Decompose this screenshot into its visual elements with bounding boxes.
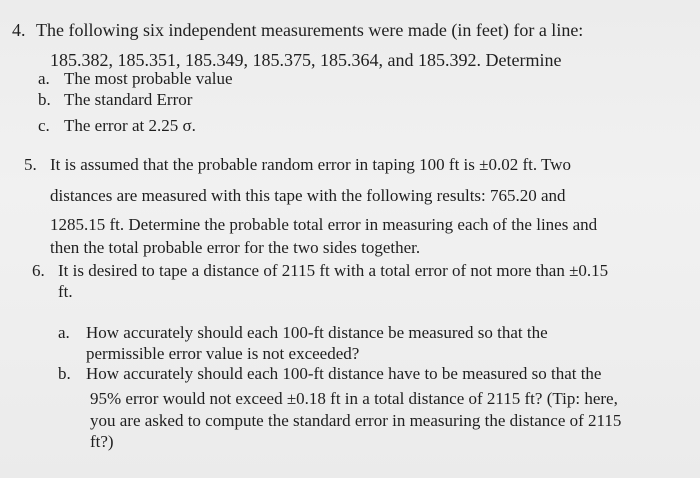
q6-line-1: It is desired to tape a distance of 2115 ft with a total error of not more than ±0.15 (58, 261, 609, 280)
q6-line-2: ft. (58, 282, 73, 301)
q6-item-a-line-1: How accurately should each 100-ft distance be measured so that the (86, 323, 548, 342)
q6-number: 6. (32, 261, 45, 280)
q6-item-b-line-4: ft?) (90, 432, 114, 451)
q6-item-b-line-2: 95% error would not exceed ±0.18 ft in a total distance of 2115 ft? (Tip: here, (90, 389, 618, 408)
q5-number: 5. (24, 155, 37, 174)
q5-line-2: distances are measured with this tape with the following results: 765.20 and (50, 186, 566, 205)
q4-measurements: 185.382, 185.351, 185.349, 185.375, 185.364, and 185.392. Determine (50, 50, 562, 70)
q6-item-a-line-2: permissible error value is not exceeded? (86, 344, 360, 363)
q4-item-b: b. The standard Error (38, 90, 193, 109)
q6-item-a-letter: a. (58, 323, 70, 342)
q4-number: 4. (12, 20, 26, 40)
q5-line-3: 1285.15 ft. Determine the probable total error in measuring each of the lines and (50, 215, 598, 234)
q4-item-c: c. The error at 2.25 σ. (38, 116, 196, 135)
q5-line-1: It is assumed that the probable random error in taping 100 ft is ±0.02 ft. Two (50, 155, 572, 174)
q4-line-1 (12, 20, 583, 40)
q6-item-b-line-1: How accurately should each 100-ft distance have to be measured so that the (86, 364, 602, 383)
q4-text-line-1: The following six independent measurements were made (in feet) for a line: (36, 20, 584, 40)
q5-line-4: then the total probable error for the two sides together. (50, 238, 421, 257)
q6-item-b-letter: b. (58, 364, 71, 383)
q6-item-b-line-3: you are asked to compute the standard error in measuring the distance of 2115 (90, 411, 622, 430)
q4-item-a: a. The most probable value (38, 69, 233, 88)
